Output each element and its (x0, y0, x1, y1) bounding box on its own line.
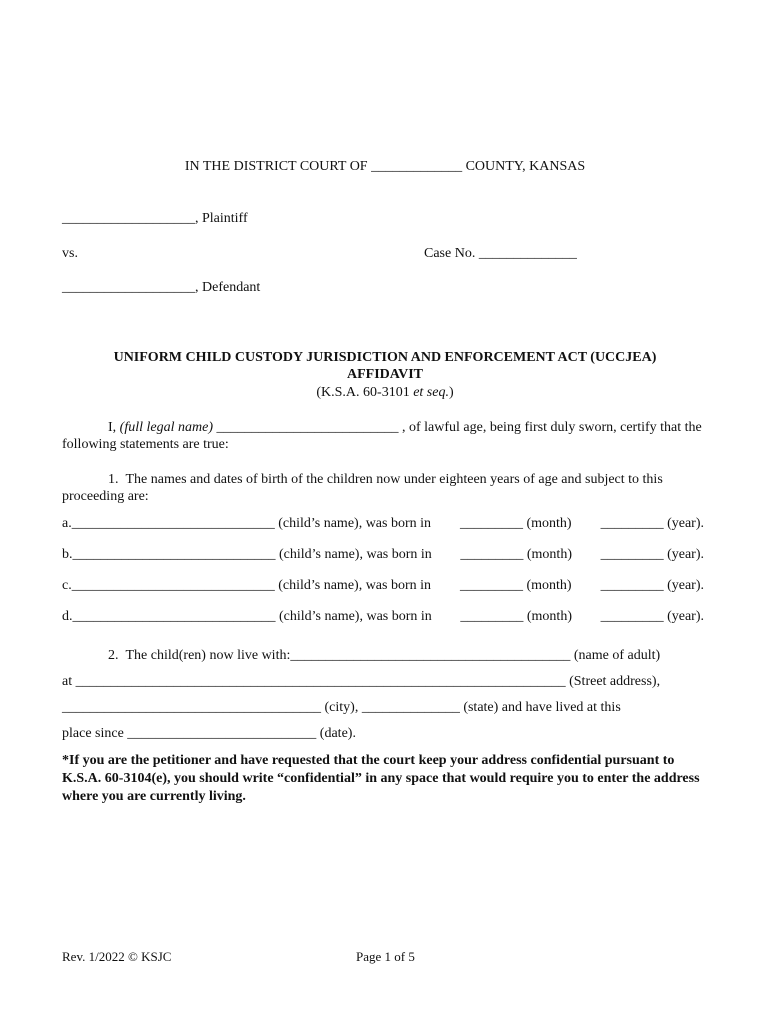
birth-month-field (460, 578, 572, 594)
child-label: (child’s name), was born in (278, 516, 432, 531)
child-name-blank: _____________________________ (72, 547, 276, 562)
child-month-label: (month) (526, 578, 572, 593)
birth-month-field (460, 516, 572, 532)
birth-year-field (601, 516, 704, 532)
child-year-label: (year). (667, 516, 704, 531)
child-year-blank: _________ (600, 547, 664, 562)
child-row (62, 578, 704, 594)
form-subtitle: AFFIDAVIT (347, 367, 423, 382)
plaintiff-line: ___________________, Plaintiff (62, 211, 248, 226)
child-label: (child’s name), was born in (279, 609, 432, 624)
child-month-label: (month) (526, 516, 572, 531)
case-number-line: Case No. ______________ (424, 246, 577, 261)
birth-year-field (601, 547, 704, 563)
item-1-paragraph: 1. The names and dates of birth of the children now under eighteen years of age and subject to this proceeding are: (62, 472, 663, 504)
statute-citation: (K.S.A. 60-3101 et seq.) (316, 385, 454, 400)
child-letter: b. (62, 547, 73, 562)
item-2-line-2: at ______________________________________________________________________ (Street address), (62, 674, 661, 689)
oath-statement: I, (full legal name) __________________________ , of lawful age, being first duly sworn, certify that the following statements are true: (62, 420, 702, 452)
child-row (62, 609, 704, 625)
item-2-line-4: place since ___________________________ (date). (62, 726, 356, 741)
birth-month-field (460, 609, 572, 625)
court-header: IN THE DISTRICT COURT OF _____________ COUNTY, KANSAS (184, 159, 586, 174)
item-2-line-1: 2. The child(ren) now live with:________________________________________ (name of adult) (108, 648, 661, 663)
child-letter: c. (62, 578, 72, 593)
child-name-field (62, 547, 432, 563)
child-row (62, 516, 704, 532)
child-label: (child’s name), was born in (278, 578, 432, 593)
child-letter: a. (62, 516, 72, 531)
birth-year-field (601, 609, 704, 625)
child-name-field (62, 516, 431, 532)
child-name-field (62, 578, 431, 594)
defendant-line: ___________________, Defendant (62, 280, 261, 295)
birth-month-field (460, 547, 572, 563)
child-name-field (62, 609, 432, 625)
birth-year-field (601, 578, 704, 594)
child-name-blank: _____________________________ (72, 609, 276, 624)
confidential-address-notice: *If you are the petitioner and have requested that the court keep your address confidential pursuant to K.S.A. 60-3104(e), you should write “confidential” in any space that would require you to enter the address where you are currently living. (62, 753, 700, 804)
page-number: Page 1 of 5 (356, 949, 415, 964)
child-name-blank: _____________________________ (71, 516, 275, 531)
child-row (62, 547, 704, 563)
form-title: UNIFORM CHILD CUSTODY JURISDICTION AND ENFORCEMENT ACT (UCCJEA) (113, 350, 657, 365)
child-letter: d. (62, 609, 73, 624)
child-year-blank: _________ (600, 578, 664, 593)
child-label: (child’s name), was born in (279, 547, 432, 562)
versus-label: vs. (62, 246, 78, 261)
child-month-blank: _________ (459, 578, 523, 593)
child-month-blank: _________ (460, 547, 524, 562)
child-year-label: (year). (667, 609, 704, 624)
child-year-label: (year). (667, 578, 704, 593)
child-month-label: (month) (526, 547, 572, 562)
child-name-blank: _____________________________ (71, 578, 275, 593)
child-month-label: (month) (526, 609, 572, 624)
child-month-blank: _________ (459, 516, 523, 531)
item-2-line-3: _____________________________________ (city), ______________ (state) and have lived at this (62, 700, 621, 715)
revision-footer: Rev. 1/2022 © KSJC (62, 949, 172, 964)
child-year-blank: _________ (600, 609, 664, 624)
child-year-blank: _________ (600, 516, 664, 531)
child-month-blank: _________ (460, 609, 524, 624)
child-year-label: (year). (667, 547, 704, 562)
